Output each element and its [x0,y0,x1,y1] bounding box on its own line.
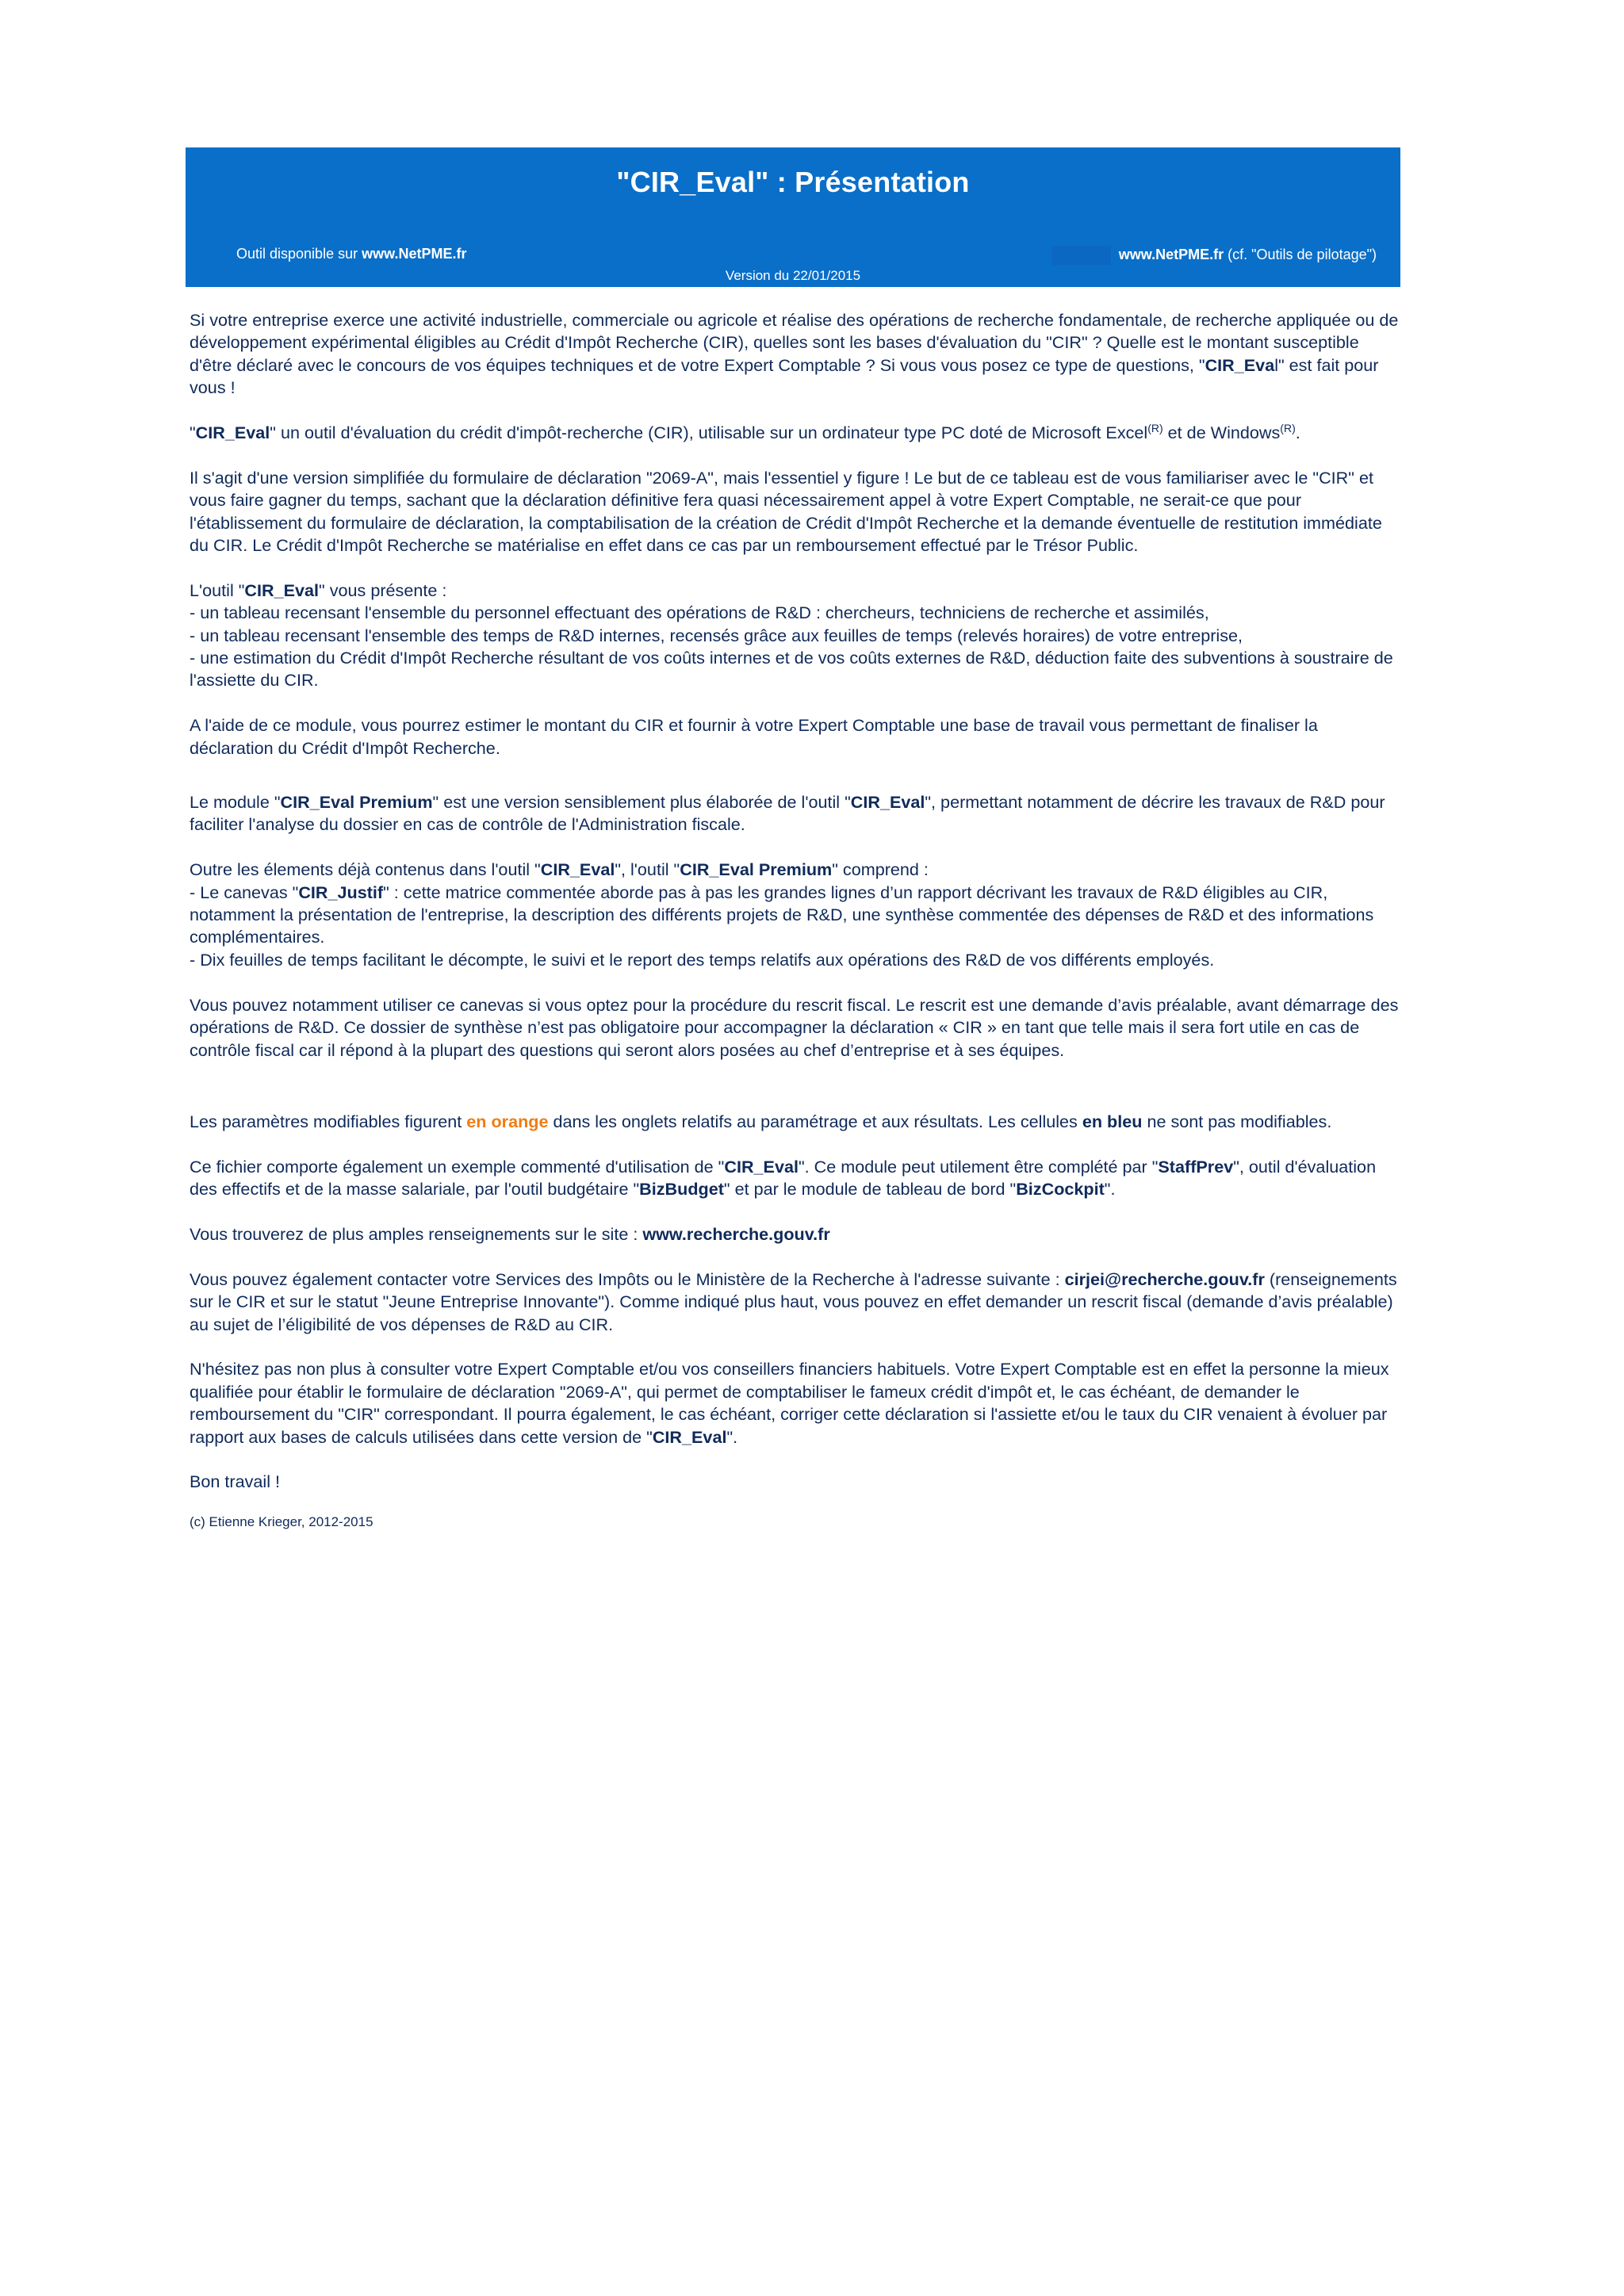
related-tools-paragraph: Ce fichier comporte également un exemple commenté d'utilisation de "CIR_Eval". Ce module peut utilement être complété par "StaffPrev", outil d'évaluation des effectifs et de la masse salariale, par l'outil budgétaire "BizBudget" et par le module de tableau de bord "BizCockpit". [190,1156,1377,1200]
blue-highlight: en bleu [1082,1111,1143,1131]
netpme-link-right[interactable]: www.NetPME.fr [1118,246,1224,262]
banner-swatch [1052,246,1111,265]
pilot-tools-info [1052,246,1377,265]
premium-paragraph: Le module "CIR_Eval Premium" est une version sensiblement plus élaborée de l'outil "CIR_Eval", permettant notamment de décrire les travaux de R&D pour faciliter l'analyse du dossier en cas de contrôle de l'Administration fiscale. [190,792,1385,835]
closing-text: Bon travail ! [190,1471,281,1492]
version-label: Version du 22/01/2015 [725,268,861,283]
accountant-paragraph: N'hésitez pas non plus à consulter votre Expert Comptable et/ou vos conseillers financiers habituels. Votre Expert Comptable est en effet la personne la mieux qualifiée pour établir le formulaire de déclaration "2069-A", qui permet de comptabiliser le fameux crédit d'impôt et, le cas échéant, de demander le remboursement du "CIR" correspondant. Il pourra également, le cas échéant, corriger cette déclaration si l'assiette et/ou le taux du CIR venaient à évoluer par rapport aux bases de calculs utilisées dans cette version de "CIR_Eval". [190,1359,1389,1447]
contact-paragraph: Vous pouvez également contacter votre Services des Impôts ou le Ministère de la Recherche à l'adresse suivante : cirjei@recherche.gouv.fr (renseignements sur le CIR et sur le statut "Jeune Entreprise Innovante"). Comme indiqué plus haut, vous pouvez en effet demander un rescrit fiscal (demande d’avis préalable) au sujet de l’éligibilité de vos dépenses de R&D au CIR. [190,1269,1397,1334]
list-item: - une estimation du Crédit d'Impôt Recherche résultant de vos coûts internes et de vos coûts externes de R&D, déduction faite des subventions à soustraire de l'assiette du CIR. [190,648,1393,691]
color-legend-paragraph: Les paramètres modifiables figurent en orange dans les onglets relatifs au paramétrage et aux résultats. Les cellules en bleu ne sont pas modifiables. [190,1111,1332,1131]
rescrit-paragraph: Vous pouvez notamment utiliser ce canevas si vous optez pour la procédure du rescrit fiscal. Le rescrit est une demande d’avis préalable, avant démarrage des opérations de R&D. Ce dossier de synthèse n’est pas obligatoire pour accompagner la déclaration « CIR » en tant que telle mais il sera fort utile en cas de contrôle fiscal car il répond à la plupart des questions qui seront alors posées au chef d’entreprise et à ses équipes. [190,994,1399,1060]
features-paragraph: L'outil "CIR_Eval" vous présente : - un tableau recensant l'ensemble du personnel effectuant des opérations de R&D : chercheurs, techniciens de recherche et assimilés, - un tableau recensant l'ensemble des temps de R&D internes, recensés grâce aux feuilles de temps (relevés horaires) de votre entreprise, - une estimation du Crédit d'Impôt Recherche résultant de vos coûts internes et de vos coûts externes de R&D, déduction faite des subventions à soustraire de l'assiette du CIR. [190,580,1393,691]
list-item: - un tableau recensant l'ensemble des temps de R&D internes, recensés grâce aux feuilles de temps (relevés horaires) de votre entreprise, [190,625,1243,645]
estimate-paragraph: A l'aide de ce module, vous pourrez estimer le montant du CIR et fournir à votre Expert Comptable une base de travail vous permettant de finaliser la déclaration du Crédit d'Impôt Recherche. [190,715,1318,758]
list-item: - un tableau recensant l'ensemble du personnel effectuant des opérations de R&D : chercheurs, techniciens de recherche et assimilés, [190,603,1209,623]
list-item: - Dix feuilles de temps facilitant le décompte, le suivi et le report des temps relatifs aux opérations des R&D de vos différents employés. [190,949,1215,970]
contact-email-link[interactable]: cirjei@recherche.gouv.fr [1064,1269,1265,1289]
tool-summary-paragraph: "CIR_Eval" un outil d'évaluation du crédit d'impôt-recherche (CIR), utilisable sur un ordinateur type PC doté de Microsoft Excel$^{(R)}$ et de Windows$^{(R)}$. [190,421,1300,443]
premium-contents-paragraph: Outre les élements déjà contenus dans l'outil "CIR_Eval", l'outil "CIR_Eval Premium" comprend : - Le canevas "CIR_Justif" : cette matrice commentée aborde pas à pas les grandes lignes d’un rapport décrivant les travaux de R&D éligibles au CIR, notamment la présentation de l'entreprise, la description des différents projets de R&D, une synthèse commentée des dépenses de R&D et des informations complémentaires. - Dix feuilles de temps facilitant le décompte, le suivi et le report des temps relatifs aux opérations des R&D de vos différents employés. [190,859,1374,970]
header-banner [186,147,1400,287]
recherche-link[interactable]: www.recherche.gouv.fr [642,1223,830,1244]
availability-label: Outil disponible sur [236,246,358,262]
orange-highlight: en orange [466,1111,549,1131]
intro-paragraph: Si votre entreprise exerce une activité industrielle, commerciale ou agricole et réalise des opérations de recherche fondamentale, de recherche appliquée ou de développement expérimental éligibles au Crédit d'Impôt Recherche (CIR), quelles sont les bases d'évaluation du "CIR" ? Quelle est le montant susceptible d'être déclaré avec le concours de vos équipes techniques et de votre Expert Comptable ? Si vous vous posez ce type de questions, "CIR_Eval" est fait pour vous ! [190,310,1399,398]
presentation-text [190,309,1403,1534]
pilot-tools-label: (cf. "Outils de pilotage") [1228,246,1377,262]
copyright-notice: (c) Etienne Krieger, 2012-2015 [190,1514,373,1530]
list-item: - Le canevas "CIR_Justif" : cette matrice commentée aborde pas à pas les grandes lignes d’un rapport décrivant les travaux de R&D éligibles au CIR, notamment la présentation de l'entreprise, la description des différents projets de R&D, une synthèse commentée des dépenses de R&D et des informations complémentaires. [190,882,1374,947]
page-title: "CIR_Eval" : Présentation [616,166,970,198]
netpme-link-left[interactable]: www.NetPME.fr [362,246,467,262]
simplified-form-paragraph: Il s'agit d'une version simplifiée du formulaire de déclaration "2069-A", mais l'essentiel y figure ! Le but de ce tableau est de vous familiariser avec le "CIR" et vous faire gagner du temps, sachant que la déclaration définitive fera quasi nécessairement appel à votre Expert Comptable, ne serait-ce que pour l'établissement du formulaire de déclaration, la comptabilisation de la création de Crédit d'Impôt Recherche et la demande éventuelle de restitution immédiate du CIR. Le Crédit d'Impôt Recherche se matérialise en effet dans ce cas par un remboursement effectué par le Trésor Public. [190,467,1382,556]
availability-info [236,246,466,262]
website-paragraph: Vous trouverez de plus amples renseignements sur le site : www.recherche.gouv.fr [190,1223,830,1244]
